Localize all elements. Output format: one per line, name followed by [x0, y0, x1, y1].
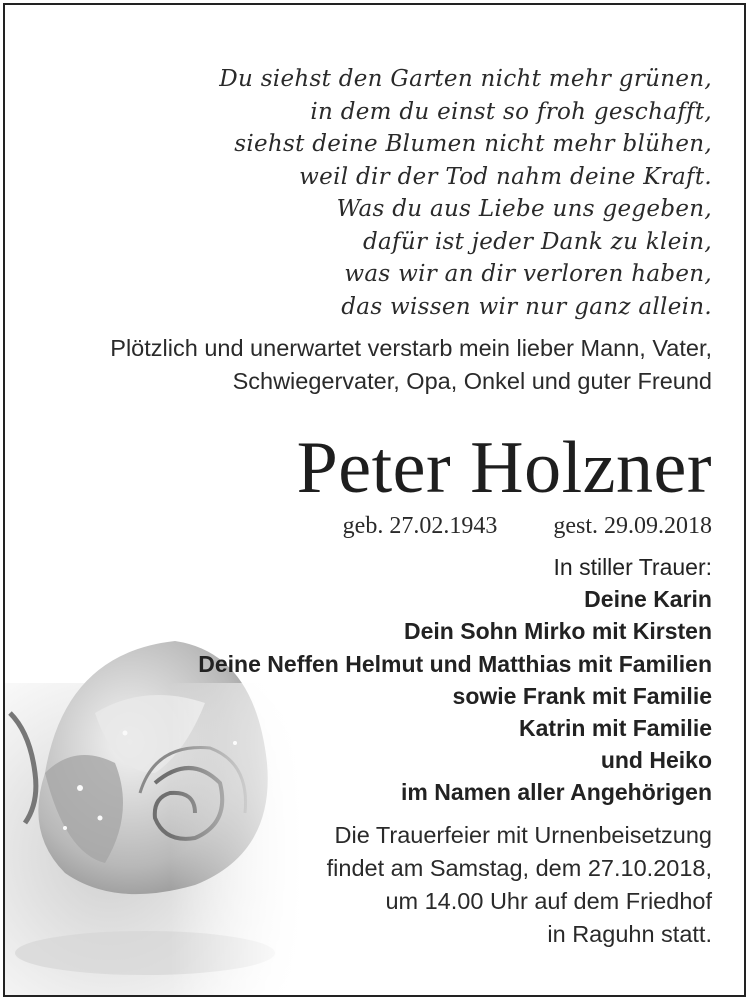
mourner-entry: sowie Frank mit Familie [452, 682, 712, 709]
poem-line: Du siehst den Garten nicht mehr grünen, [219, 66, 712, 92]
poem-line: dafür ist jeder Dank zu klein, [362, 228, 712, 255]
service-line: in Raguhn statt. [547, 921, 712, 947]
poem-line: in dem du einst so froh geschafft, [310, 98, 712, 125]
announcement-text [110, 332, 712, 398]
life-dates [343, 509, 712, 543]
poem-line: was wir an dir verloren haben, [344, 261, 712, 287]
poem-line: siehst deine Blumen nicht mehr blühen, [234, 131, 712, 157]
mourners-list [198, 551, 712, 809]
mourner-entry: Katrin mit Familie [519, 715, 712, 742]
mourners-heading: In stiller Trauer: [553, 554, 712, 580]
poem [219, 63, 712, 323]
announcement-line: Plötzlich und unerwartet verstarb mein lieber Mann, Vater, [110, 335, 712, 361]
death-date: gest. 29.09.2018 [553, 513, 712, 539]
obituary-notice [3, 3, 746, 997]
mourner-entry: und Heiko [600, 747, 712, 774]
service-line: Die Trauerfeier mit Urnenbeisetzung [334, 822, 712, 848]
mourner-entry: Dein Sohn Mirko mit Kirsten [404, 618, 712, 645]
announcement-line: Schwiegervater, Opa, Onkel und guter Freund [232, 368, 712, 394]
mourner-entry: Deine Karin [584, 586, 712, 613]
service-line: findet am Samstag, dem 27.10.2018, [326, 855, 712, 881]
funeral-service-info [327, 819, 712, 951]
birth-date: geb. 27.02.1943 [342, 513, 498, 539]
service-line: um 14.00 Uhr auf dem Friedhof [385, 888, 712, 914]
mourner-entry: im Namen aller Angehörigen [401, 779, 712, 806]
poem-line: weil dir der Tod nahm deine Kraft. [299, 163, 712, 190]
mourner-entry: Deine Neffen Helmut und Matthias mit Familien [198, 650, 712, 677]
poem-line: Was du aus Liebe uns gegeben, [336, 196, 712, 222]
poem-line: das wissen wir nur ganz allein. [341, 293, 712, 320]
deceased-name: Peter Holzner [296, 427, 712, 509]
